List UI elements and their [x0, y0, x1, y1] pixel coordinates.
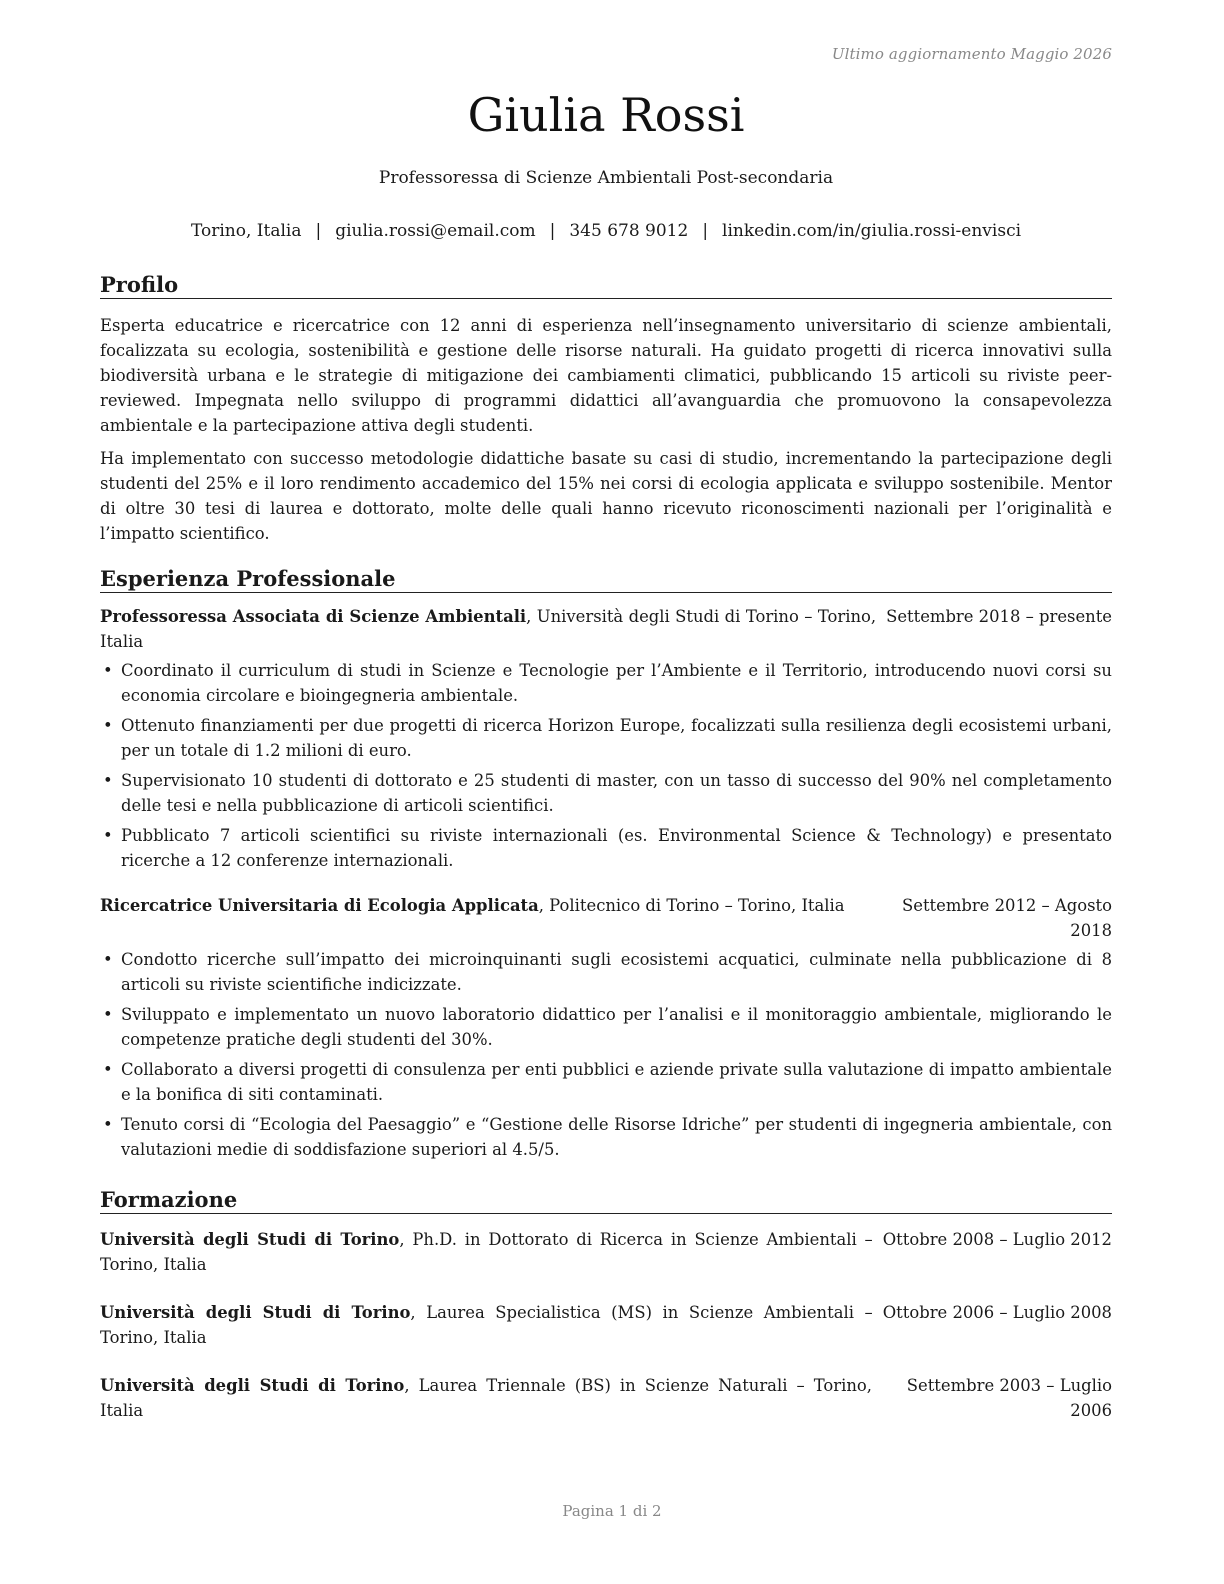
page-number: Pagina 1 di 2: [562, 1502, 662, 1520]
experience-dates: Settembre 2012 – Agosto 2018: [902, 896, 1112, 940]
contact-location: Torino, Italia: [190, 221, 302, 241]
bullet-icon: •: [103, 826, 113, 845]
section-title-profile: Profilo: [100, 272, 1112, 299]
experience-entry: [100, 604, 1112, 873]
education-details: , Laurea Triennale (BS) in Scienze Naturali – Torino, Italia: [100, 1376, 872, 1420]
bullet-icon: •: [103, 1060, 113, 1079]
contact-line: [100, 221, 1112, 241]
bullet-icon: •: [103, 716, 113, 735]
education-entry: [100, 1373, 1112, 1423]
experience-details: , Politecnico di Torino – Torino, Italia: [538, 896, 845, 915]
education-dates: Settembre 2003 – Luglio 2006: [906, 1376, 1112, 1420]
experience-section: [100, 566, 1112, 1167]
candidate-subtitle: Professoressa di Scienze Ambientali Post-secondaria: [378, 168, 834, 188]
contact-separator: |: [315, 221, 322, 241]
bullet-icon: •: [103, 771, 113, 790]
experience-entry: [100, 893, 1112, 1162]
section-title-education: Formazione: [100, 1187, 1112, 1214]
list-item: • Ottenuto finanziamenti per due progetti di ricerca Horizon Europe, focalizzati sulla resilienza degli ecosistemi urbani, per un totale di 1.2 milioni di euro.: [100, 713, 1112, 763]
education-entry: [100, 1227, 1112, 1277]
bullet-icon: •: [103, 950, 113, 969]
bullet-icon: •: [103, 1115, 113, 1134]
contact-separator: |: [702, 221, 709, 241]
list-item: • Supervisionato 10 studenti di dottorato e 25 studenti di master, con un tasso di successo del 90% nel completamento delle tesi e nella pubblicazione di articoli scientifici.: [100, 768, 1112, 818]
experience-bullets: [100, 658, 1112, 873]
experience-bullets: [100, 947, 1112, 1162]
education-dates: Ottobre 2008 – Luglio 2012: [882, 1230, 1112, 1249]
profile-section: [100, 272, 1112, 546]
education-details: , Laurea Specialistica (MS) in Scienze Ambientali – Torino, Italia: [100, 1303, 873, 1347]
list-item: • Pubblicato 7 articoli scientifici su riviste internazionali (es. Environmental Science & Technology) e presentato ricerche a 12 conferenze internazionali.: [100, 823, 1112, 873]
education-dates: Ottobre 2006 – Luglio 2008: [882, 1303, 1112, 1322]
profile-paragraph: Esperta educatrice e ricercatrice con 12 anni di esperienza nell’insegnamento universitario di scienze ambientali, focalizzata su ecologia, sostenibilità e gestione delle risorse naturali. Ha guidato progetti di ricerca innovativi sulla biodiversità urbana e le strategie di mitigazione dei cambiamenti climatici, pubblicando 15 articoli su riviste peer-reviewed. Impegnata nello sviluppo di programmi didattici all’avanguardia che promuovono la consapevolezza ambientale e la partecipazione attiva degli studenti.: [100, 316, 1112, 435]
education-school: Università degli Studi di Torino: [100, 1230, 400, 1249]
contact-separator: |: [549, 221, 556, 241]
last-updated: Ultimo aggiornamento Maggio 2026: [831, 45, 1112, 63]
candidate-name: Giulia Rossi: [467, 88, 745, 142]
list-item: • Collaborato a diversi progetti di consulenza per enti pubblici e aziende private sulla valutazione di impatto ambientale e la bonifica di siti contaminati.: [100, 1057, 1112, 1107]
list-item: • Tenuto corsi di “Ecologia del Paesaggio” e “Gestione delle Risorse Idriche” per studenti di ingegneria ambientale, con valutazioni medie di soddisfazione superiori al 4.5/5.: [100, 1112, 1112, 1162]
bullet-icon: •: [103, 661, 113, 680]
education-details: , Ph.D. in Dottorato di Ricerca in Scienze Ambientali – Torino, Italia: [100, 1230, 873, 1274]
education-entry-header: [100, 1373, 1112, 1423]
experience-role: Ricercatrice Universitaria di Ecologia Applicata: [100, 896, 539, 915]
contact-phone: 345 678 9012: [569, 221, 689, 241]
education-entry: [100, 1300, 1112, 1350]
list-item: • Coordinato il curriculum di studi in Scienze e Tecnologie per l’Ambiente e il Territorio, introducendo nuovi corsi su economia circolare e bioingegneria ambientale.: [100, 658, 1112, 708]
education-entry-header: [100, 1300, 1112, 1350]
bullet-icon: •: [103, 1005, 113, 1024]
education-entry-header: [100, 1227, 1112, 1277]
section-title-experience: Esperienza Professionale: [100, 566, 1112, 593]
experience-role: Professoressa Associata di Scienze Ambientali: [100, 607, 527, 626]
list-item: • Condotto ricerche sull’impatto dei microinquinanti sugli ecosistemi acquatici, culminate nella pubblicazione di 8 articoli su riviste scientifiche indicizzate.: [100, 947, 1112, 997]
contact-linkedin[interactable]: linkedin.com/in/giulia.rossi-envisci: [722, 221, 1022, 241]
experience-dates: Settembre 2018 – presente: [886, 607, 1112, 626]
education-school: Università degli Studi di Torino: [100, 1303, 411, 1322]
experience-entry-header: [100, 893, 1112, 943]
experience-entry-header: [100, 604, 1112, 654]
experience-details: , Università degli Studi di Torino – Torino, Italia: [100, 607, 877, 651]
contact-email[interactable]: giulia.rossi@email.com: [335, 221, 536, 241]
list-item: • Sviluppato e implementato un nuovo laboratorio didattico per l’analisi e il monitoraggio ambientale, migliorando le competenze pratiche degli studenti del 30%.: [100, 1002, 1112, 1052]
profile-paragraph: Ha implementato con successo metodologie didattiche basate su casi di studio, incrementando la partecipazione degli studenti del 25% e il loro rendimento accademico del 15% nei corsi di ecologia applicata e sviluppo sostenibile. Mentor di oltre 30 tesi di laurea e dottorato, molte delle quali hanno ricevuto riconoscimenti nazionali per l’originalità e l’impatto scientifico.: [100, 449, 1112, 543]
education-school: Università degli Studi di Torino: [100, 1376, 405, 1395]
education-section: [100, 1187, 1112, 1423]
